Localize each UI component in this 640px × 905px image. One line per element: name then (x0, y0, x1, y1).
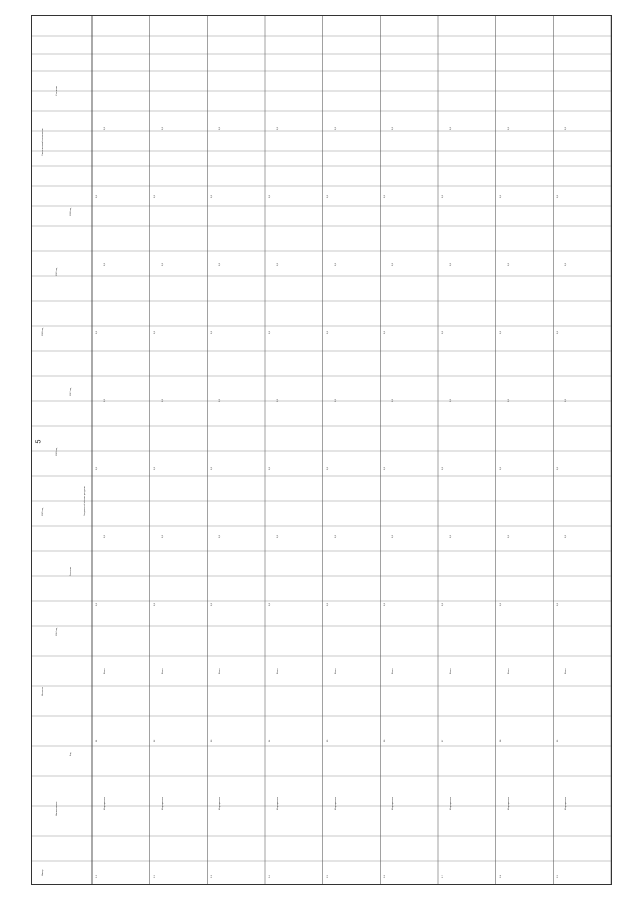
table-cell: 0,0 (211, 467, 214, 470)
table-cell: 0,0 (219, 535, 222, 538)
table-cell: 0,0 (499, 331, 502, 334)
table-cell: Всего (565, 668, 568, 674)
table-cell: Мероприятие (334, 796, 337, 810)
table-cell: 0,0 (153, 603, 156, 606)
table-cell: 0,0 (565, 263, 568, 266)
header-label: Код (70, 752, 72, 756)
table-cell: 0,0 (565, 535, 568, 538)
table-cell: 1.4 (269, 875, 271, 878)
table-cell: 0,0 (269, 603, 271, 606)
table-cell: 09 (557, 739, 560, 742)
table-cell: 0,0 (334, 399, 337, 402)
table-cell: 0,0 (161, 399, 164, 402)
table-cell: 0,0 (104, 399, 106, 402)
table-cell: 1.8 (499, 875, 502, 878)
table-cell: 1.6 (384, 875, 387, 878)
table-cell: 0,0 (392, 263, 395, 266)
table-cell: 0,0 (334, 263, 337, 266)
table-cell: 0,0 (507, 535, 510, 538)
table-cell: Мероприятие (161, 796, 164, 810)
header-label: 2026 год (56, 447, 58, 456)
table-cell: Мероприятие (277, 796, 279, 810)
table-cell: 04 (269, 739, 271, 742)
table-cell: 0,0 (277, 263, 279, 266)
table-cell: Всего (104, 668, 106, 674)
table-cell: 0,0 (277, 535, 279, 538)
table-cell: 07 (442, 739, 444, 742)
table-cell: 0,0 (326, 603, 329, 606)
table-cell: 0,0 (384, 331, 387, 334)
table-cell: 0,0 (161, 263, 164, 266)
table-cell: Мероприятие (219, 796, 222, 810)
table-cell: 01 (96, 739, 98, 742)
header-label: 2029 год (56, 267, 58, 276)
table-cell: 0,0 (499, 467, 502, 470)
table-cell: 0,0 (96, 331, 98, 334)
header-label: 2025 год (42, 507, 44, 516)
table-cell: 0,0 (161, 127, 164, 130)
table-cell: 1.1 (96, 875, 98, 878)
table-cell: 0,0 (161, 535, 164, 538)
table-cell: 0,0 (557, 195, 560, 198)
table-cell: 0,0 (450, 535, 452, 538)
table-cell: 08 (499, 739, 502, 742)
table-cell: Мероприятие (450, 796, 452, 810)
table-cell: 0,0 (326, 467, 329, 470)
header-label: 2028 год (42, 327, 44, 336)
table-cell: 0,0 (211, 195, 214, 198)
table-cell: 0,0 (219, 399, 222, 402)
header-label: Номер (42, 869, 44, 876)
table-cell: 0,0 (153, 331, 156, 334)
table-cell: 0,0 (269, 331, 271, 334)
table-cell: 0,0 (269, 467, 271, 470)
table-cell: Всего (161, 668, 164, 674)
table-cell: 0,0 (96, 467, 98, 470)
table-cell: Всего (277, 668, 279, 674)
header-label: Значение (70, 566, 72, 576)
table-cell: 0,0 (211, 603, 214, 606)
table-cell: 1.5 (326, 875, 329, 878)
table-cell: 0,0 (442, 603, 444, 606)
table-cell: 0,0 (442, 467, 444, 470)
table-cell: 0,0 (557, 467, 560, 470)
table-cell: 0,0 (499, 195, 502, 198)
header-label: 2024 год (56, 627, 58, 636)
table-cell: 0,0 (104, 535, 106, 538)
table-cell: 0,0 (153, 467, 156, 470)
table-cell: 0,0 (326, 195, 329, 198)
table-cell: 05 (326, 739, 329, 742)
table-cell: 0,0 (384, 603, 387, 606)
table-cell: 0,0 (104, 127, 106, 130)
table-cell: 1.2 (153, 875, 156, 878)
table-cell: Всего (334, 668, 337, 674)
header-label: Наименование (56, 801, 58, 816)
table-cell: 0,0 (384, 467, 387, 470)
table-heading: Сведения об объеме ресурсов (84, 486, 86, 516)
table-cell: Мероприятие (565, 796, 568, 810)
table-cell: 0,0 (326, 331, 329, 334)
table-cell: 0,0 (507, 263, 510, 266)
table-cell: Всего (507, 668, 510, 674)
table-cell: 0,0 (507, 399, 510, 402)
table-cell: 0,0 (277, 399, 279, 402)
header-label: 2027 год (70, 387, 72, 396)
table-cell: 0,0 (96, 603, 98, 606)
table-cell: 0,0 (104, 263, 106, 266)
table-cell: 0,0 (219, 127, 222, 130)
table-cell: 0,0 (450, 127, 452, 130)
table-cell: Мероприятие (104, 796, 106, 810)
table-cell: 0,0 (442, 331, 444, 334)
table-cell: 0,0 (450, 399, 452, 402)
table-cell: 02 (153, 739, 156, 742)
table-cell: 0,0 (557, 331, 560, 334)
table-cell: 0,0 (153, 195, 156, 198)
table-cell: Мероприятие (392, 796, 395, 810)
table-cell: 0,0 (334, 535, 337, 538)
table-cell: 0,0 (392, 127, 395, 130)
rotated-table (31, 15, 612, 885)
table-cell: 0,0 (450, 263, 452, 266)
table-cell: 0,0 (269, 195, 271, 198)
table-cell: 0,0 (565, 127, 568, 130)
table-cell: 0,0 (384, 195, 387, 198)
table-grid (32, 16, 611, 884)
table-cell: 1.7 (442, 875, 444, 878)
table-cell: 0,0 (442, 195, 444, 198)
table-cell: Всего (392, 668, 395, 674)
table-cell: 0,0 (507, 127, 510, 130)
table-cell: Всего (450, 668, 452, 674)
table-cell: 0,0 (334, 127, 337, 130)
table-cell: Мероприятие (507, 796, 510, 810)
table-cell: 0,0 (392, 535, 395, 538)
table-cell: 0,0 (557, 603, 560, 606)
page-number: 5 (35, 439, 43, 444)
table-cell: Всего (219, 668, 222, 674)
table-cell: 0,0 (392, 399, 395, 402)
table-cell: 1.3 (211, 875, 214, 878)
table-cell: 06 (384, 739, 387, 742)
table-cell: 0,0 (499, 603, 502, 606)
header-label: Ответственный исполнитель (42, 128, 44, 156)
header-label: Участники (56, 86, 58, 96)
table-cell: 0,0 (277, 127, 279, 130)
table-cell: 03 (211, 739, 214, 742)
table-cell: 0,0 (219, 263, 222, 266)
header-label: 2030 год (70, 207, 72, 216)
table-cell: 0,0 (565, 399, 568, 402)
table-cell: 0,0 (96, 195, 98, 198)
table-cell: 0,0 (211, 331, 214, 334)
table-cell: 1.9 (557, 875, 560, 878)
header-label: Источник (42, 687, 44, 696)
